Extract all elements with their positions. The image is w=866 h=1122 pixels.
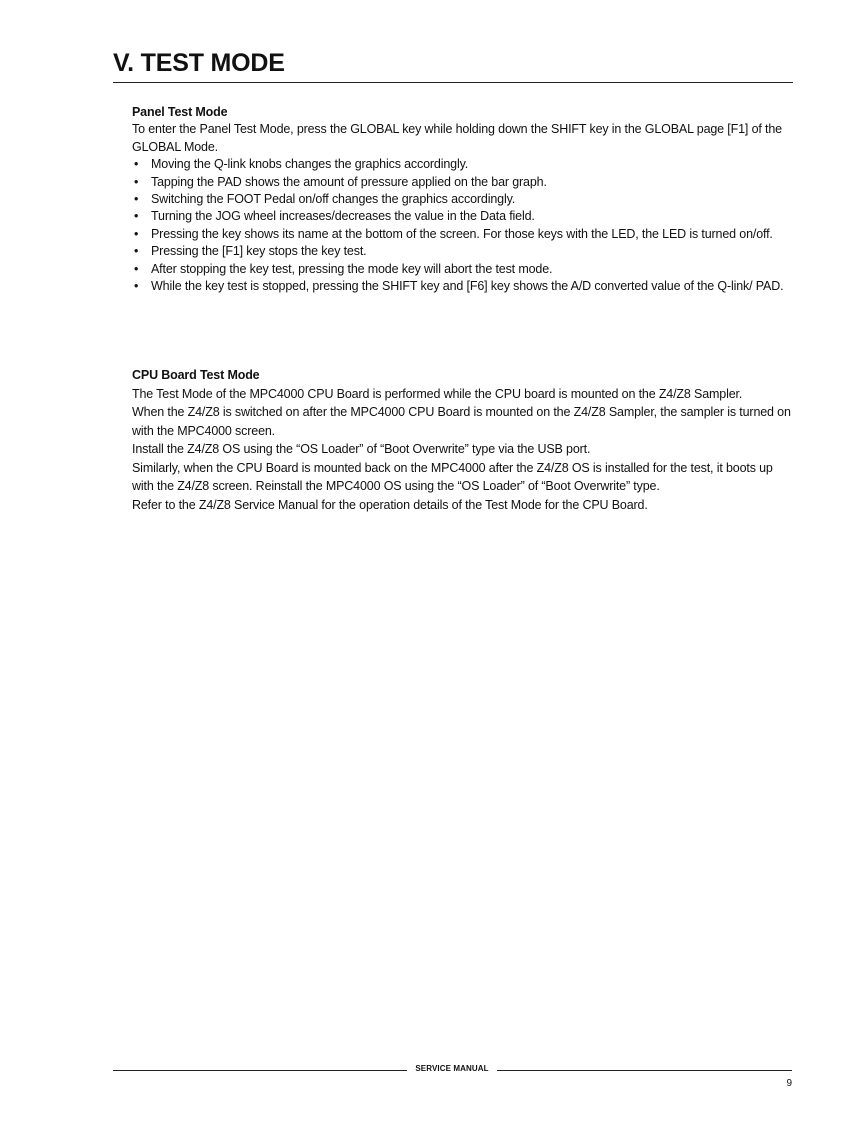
panel-test-bullet-list bbox=[132, 156, 796, 295]
bullet-text: Moving the Q-link knobs changes the graphics accordingly. bbox=[151, 157, 469, 172]
bullet-icon: • bbox=[134, 192, 139, 207]
bullet-text: Switching the FOOT Pedal on/off changes the graphics accordingly. bbox=[151, 192, 516, 207]
bullet-icon: • bbox=[134, 157, 139, 172]
page-title: V. TEST MODE bbox=[113, 49, 285, 77]
bullet-text: Pressing the [F1] key stops the key test. bbox=[151, 244, 367, 259]
bullet-icon: • bbox=[134, 226, 139, 241]
panel-test-heading: Panel Test Mode bbox=[132, 105, 228, 119]
cpu-test-line: Refer to the Z4/Z8 Service Manual for the operation details of the Test Mode for the CPU Board. bbox=[132, 497, 648, 512]
bullet-icon: • bbox=[134, 279, 139, 294]
bullet-text: While the key test is stopped, pressing the SHIFT key and [F6] key shows the A/D converted value of the Q-link/ PAD. bbox=[151, 279, 784, 294]
bullet-text: Tapping the PAD shows the amount of pressure applied on the bar graph. bbox=[151, 174, 547, 189]
list-item bbox=[132, 243, 796, 260]
cpu-test-line: Similarly, when the CPU Board is mounted back on the MPC4000 after the Z4/Z8 OS is installed for the test, it boots up with the Z4/Z8 screen. Reinstall the MPC4000 OS using the “OS Loader” of “Boot Overwrite” type. bbox=[132, 460, 773, 493]
panel-test-intro: To enter the Panel Test Mode, press the GLOBAL key while holding down the SHIFT key in the GLOBAL page [F1] of the GLOBAL Mode. bbox=[132, 122, 782, 154]
bullet-text: After stopping the key test, pressing the mode key will abort the test mode. bbox=[151, 261, 553, 276]
cpu-test-line: Install the Z4/Z8 OS using the “OS Loader” of “Boot Overwrite” type via the USB port. bbox=[132, 442, 591, 456]
footer-label: SERVICE MANUAL bbox=[415, 1064, 489, 1073]
cpu-test-line: The Test Mode of the MPC4000 CPU Board is performed while the CPU board is mounted on the Z4/Z8 Sampler. bbox=[132, 386, 743, 401]
list-item bbox=[132, 208, 796, 225]
list-item bbox=[132, 191, 796, 208]
cpu-test-section bbox=[132, 366, 796, 514]
bullet-text: Turning the JOG wheel increases/decreases the value in the Data field. bbox=[151, 209, 535, 224]
cpu-test-heading: CPU Board Test Mode bbox=[132, 368, 260, 382]
bullet-text: Pressing the key shows its name at the bottom of the screen. For those keys with the LED, the LED is turned on/off. bbox=[151, 226, 773, 241]
page-number: 9 bbox=[786, 1078, 792, 1089]
bullet-icon: • bbox=[134, 244, 139, 259]
bullet-icon: • bbox=[134, 209, 139, 224]
list-item bbox=[132, 278, 796, 295]
list-item bbox=[132, 174, 796, 191]
list-item bbox=[132, 226, 796, 243]
list-item bbox=[132, 261, 796, 278]
panel-test-section bbox=[132, 104, 796, 295]
footer-divider-left bbox=[113, 1070, 407, 1071]
bullet-icon: • bbox=[134, 261, 139, 276]
title-divider bbox=[113, 82, 793, 83]
cpu-test-line: When the Z4/Z8 is switched on after the MPC4000 CPU Board is mounted on the Z4/Z8 Sampler, the sampler is turned on with the MPC4000 screen. bbox=[132, 405, 791, 438]
bullet-icon: • bbox=[134, 174, 139, 189]
list-item bbox=[132, 156, 796, 173]
footer-divider-right bbox=[497, 1070, 792, 1071]
